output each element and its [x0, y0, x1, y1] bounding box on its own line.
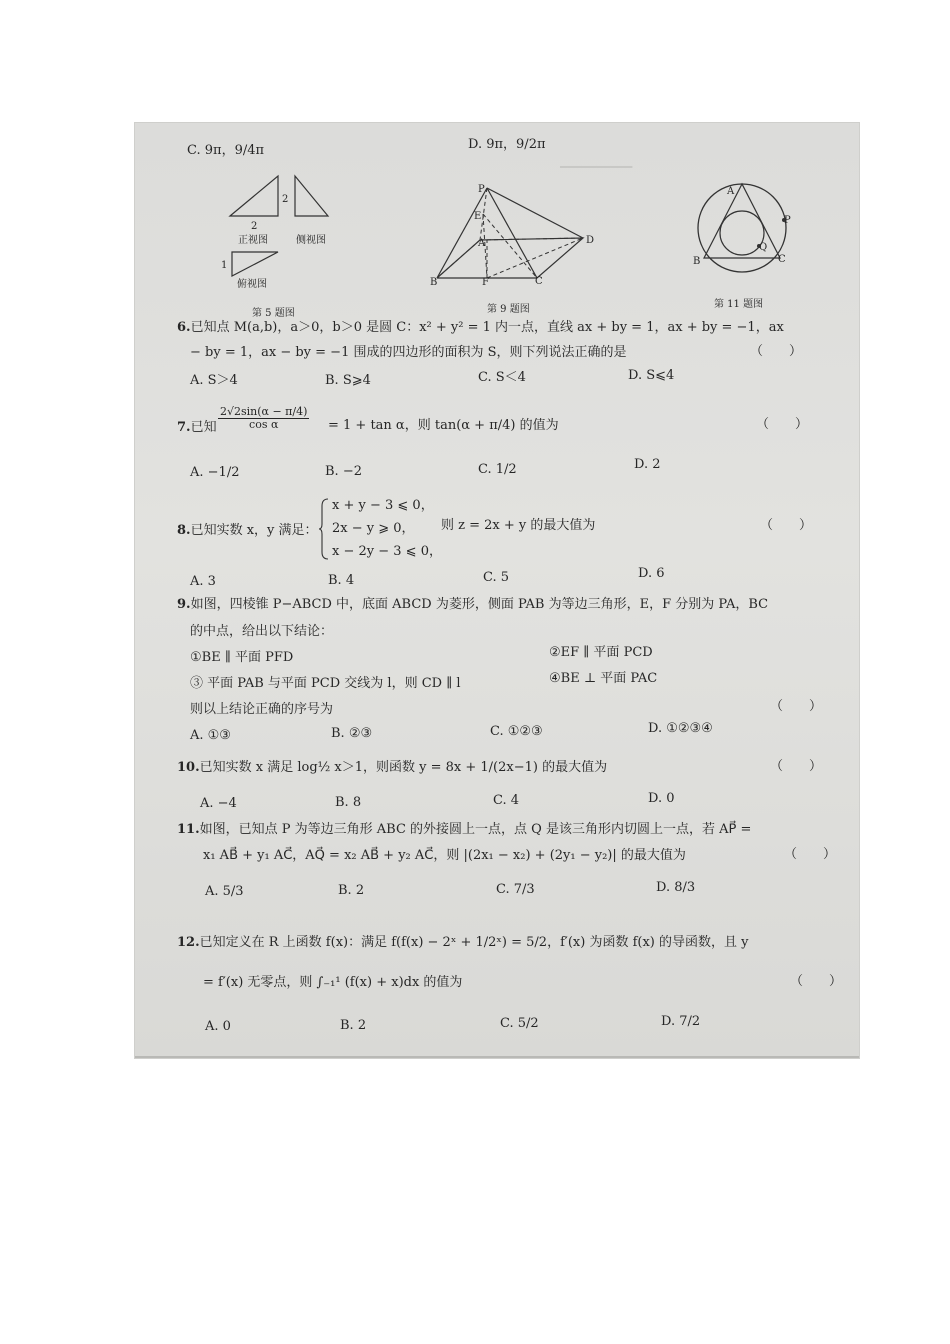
- q10-option-d: D. 0: [648, 791, 675, 806]
- q6-option-d: D. S⩽4: [628, 368, 675, 383]
- fig11-label-a: A: [727, 186, 735, 197]
- q9-claim-3: ③ 平面 PAB 与平面 PCD 交线为 l，则 CD ∥ l: [190, 676, 461, 691]
- q9-option-d: D. ①②③④: [648, 721, 713, 736]
- q7-option-b: B. −2: [325, 464, 362, 479]
- fig5-dim-top: 1: [221, 260, 228, 271]
- q8-answer-paren: （ ）: [760, 518, 813, 533]
- figure-5-three-views: [220, 168, 345, 280]
- q11-number: 11.: [177, 822, 200, 837]
- fig11-label-c: C: [778, 254, 786, 265]
- q8-option-b: B. 4: [328, 573, 355, 588]
- q10: [177, 760, 607, 776]
- q8-system-line2: 2x − y ⩾ 0，: [332, 521, 415, 536]
- bleed-through: ━━━━━━━━━━: [560, 160, 633, 174]
- option-5c: C. 9π，9/4π: [187, 143, 265, 158]
- q6-stem-line2: − by = 1，ax − by = −1 围成的四边形的面积为 S，则下列说法正确的是: [190, 345, 627, 360]
- fig11-label-b: B: [693, 256, 701, 267]
- q7-fraction: [218, 406, 309, 431]
- q9-answer-paren: （ ）: [770, 699, 823, 714]
- q9-claim-2: ②EF ∥ 平面 PCD: [549, 645, 653, 660]
- q12-number: 12.: [177, 935, 200, 950]
- q7-answer-paren: （ ）: [756, 417, 809, 432]
- q8-stem-prefix: 已知实数 x，y 满足：: [190, 523, 318, 538]
- q7-option-d: D. 2: [634, 457, 661, 472]
- page-bottom-edge: [135, 1056, 859, 1058]
- q6-option-c: C. S＜4: [478, 370, 526, 385]
- q8-stem-suffix: 则 z = 2x + y 的最大值为: [441, 518, 596, 533]
- fig9-label-c: C: [535, 276, 543, 287]
- q8-system-line1: x + y − 3 ⩽ 0，: [332, 498, 434, 513]
- q12-option-d: D. 7/2: [661, 1014, 701, 1029]
- q12: [177, 935, 748, 951]
- fig5-dim-front: 2: [251, 221, 258, 232]
- q7-stem-prefix: 已知: [190, 420, 217, 435]
- q9-stem-line2: 的中点，给出以下结论：: [190, 624, 334, 639]
- q7-stem-suffix: = 1 + tan α，则 tan(α + π/4) 的值为: [328, 418, 559, 433]
- q11-answer-paren: （ ）: [784, 847, 837, 862]
- q7: [177, 420, 217, 436]
- q10-answer-paren: （ ）: [770, 759, 823, 774]
- q7-option-a: A. −1/2: [190, 465, 240, 480]
- q10-option-a: A. −4: [200, 796, 237, 811]
- q9-option-a: A. ①③: [190, 728, 231, 743]
- q10-option-c: C. 4: [493, 793, 520, 808]
- q11-stem-line1: 如图，已知点 P 为等边三角形 ABC 的外接圆上一点，点 Q 是该三角形内切圆上一点，若 AP⃗ =: [199, 822, 752, 837]
- q12-option-b: B. 2: [340, 1018, 367, 1033]
- q11-stem-line2: x₁ AB⃗ + y₁ AC⃗，AQ⃗ = x₂ AB⃗ + y₂ AC⃗，则 |(2x₁ − x₂) + (2y₁ − y₂)| 的最大值为: [203, 848, 686, 863]
- fig11-caption: 第 11 题图: [714, 299, 764, 310]
- q9-claim-4: ④BE ⊥ 平面 PAC: [549, 671, 658, 686]
- q11-option-b: B. 2: [338, 883, 365, 898]
- q10-stem: 已知实数 x 满足 log½ x＞1，则函数 y = 8x + 1/(2x−1) 的最大值为: [199, 760, 608, 775]
- q6-number: 6.: [177, 320, 191, 335]
- q10-option-b: B. 8: [335, 795, 362, 810]
- q8-brace: [319, 498, 329, 560]
- q9-stem-line1: 如图，四棱锥 P−ABCD 中，底面 ABCD 为菱形，侧面 PAB 为等边三角形，E，F 分别为 PA，BC: [190, 597, 769, 612]
- fig5-caption: 第 5 题图: [252, 308, 295, 319]
- fig11-label-q: Q: [759, 242, 768, 253]
- q6-option-a: A. S＞4: [190, 373, 238, 388]
- figure-9-pyramid: [425, 180, 600, 288]
- fig11-label-p: P: [784, 215, 791, 226]
- q7-option-c: C. 1/2: [478, 462, 517, 477]
- q8-option-c: C. 5: [483, 570, 510, 585]
- fig9-label-d: D: [586, 235, 595, 246]
- q8-option-a: A. 3: [190, 574, 216, 589]
- q8-option-d: D. 6: [638, 566, 665, 581]
- q11: [177, 822, 751, 838]
- q9-number: 9.: [177, 597, 191, 612]
- q6-stem-line1: 已知点 M(a,b)，a＞0，b＞0 是圆 C：x² + y² = 1 内一点，直线 ax + by = 1，ax + by = −1，ax: [190, 320, 784, 335]
- q6-answer-paren: （ ）: [750, 344, 803, 359]
- q9-claim-1: ①BE ∥ 平面 PFD: [190, 650, 294, 665]
- q11-option-c: C. 7/3: [496, 882, 535, 897]
- q7-fraction-numerator: 2√2sin(α − π/4): [220, 405, 308, 418]
- q12-answer-paren: （ ）: [790, 974, 843, 989]
- fig5-top-view-label: 俯视图: [237, 279, 267, 290]
- q12-option-a: A. 0: [205, 1019, 231, 1034]
- q11-option-a: A. 5/3: [205, 884, 244, 899]
- q7-fraction-denominator: cos α: [249, 418, 279, 431]
- q12-stem-line1: 已知定义在 R 上函数 f(x)：满足 f(f(x) − 2ˣ + 1/2ˣ) = 5/2，f′(x) 为函数 f(x) 的导函数，且 y: [199, 935, 749, 950]
- q9-option-c: C. ①②③: [490, 724, 543, 739]
- q9-stem-line3: 则以上结论正确的序号为: [190, 702, 334, 717]
- fig5-front-view-label: 正视图: [238, 235, 268, 246]
- q10-number: 10.: [177, 760, 200, 775]
- q12-stem-line2: = f′(x) 无零点，则 ∫₋₁¹ (f(x) + x)dx 的值为: [203, 975, 463, 990]
- q9-option-b: B. ②③: [331, 726, 373, 741]
- fig5-side-view-label: 侧视图: [296, 235, 326, 246]
- q8-system-line3: x − 2y − 3 ⩽ 0，: [332, 544, 442, 559]
- fig9-label-p: P: [478, 184, 485, 195]
- q8-number: 8.: [177, 523, 191, 538]
- q12-option-c: C. 5/2: [500, 1016, 539, 1031]
- q6: [177, 320, 784, 336]
- q6-option-b: B. S⩾4: [325, 373, 371, 388]
- option-5d: D. 9π，9/2π: [468, 137, 546, 152]
- q11-option-d: D. 8/3: [656, 880, 696, 895]
- fig9-caption: 第 9 题图: [487, 304, 530, 315]
- fig9-label-f: F: [482, 277, 489, 288]
- q7-number: 7.: [177, 420, 191, 435]
- fig9-label-a: A: [478, 238, 486, 249]
- q9: [177, 597, 768, 613]
- fig9-label-b: B: [430, 277, 438, 288]
- fig9-label-e: E: [474, 211, 482, 222]
- fig5-dim-side: 2: [282, 194, 289, 205]
- q8: [177, 523, 318, 539]
